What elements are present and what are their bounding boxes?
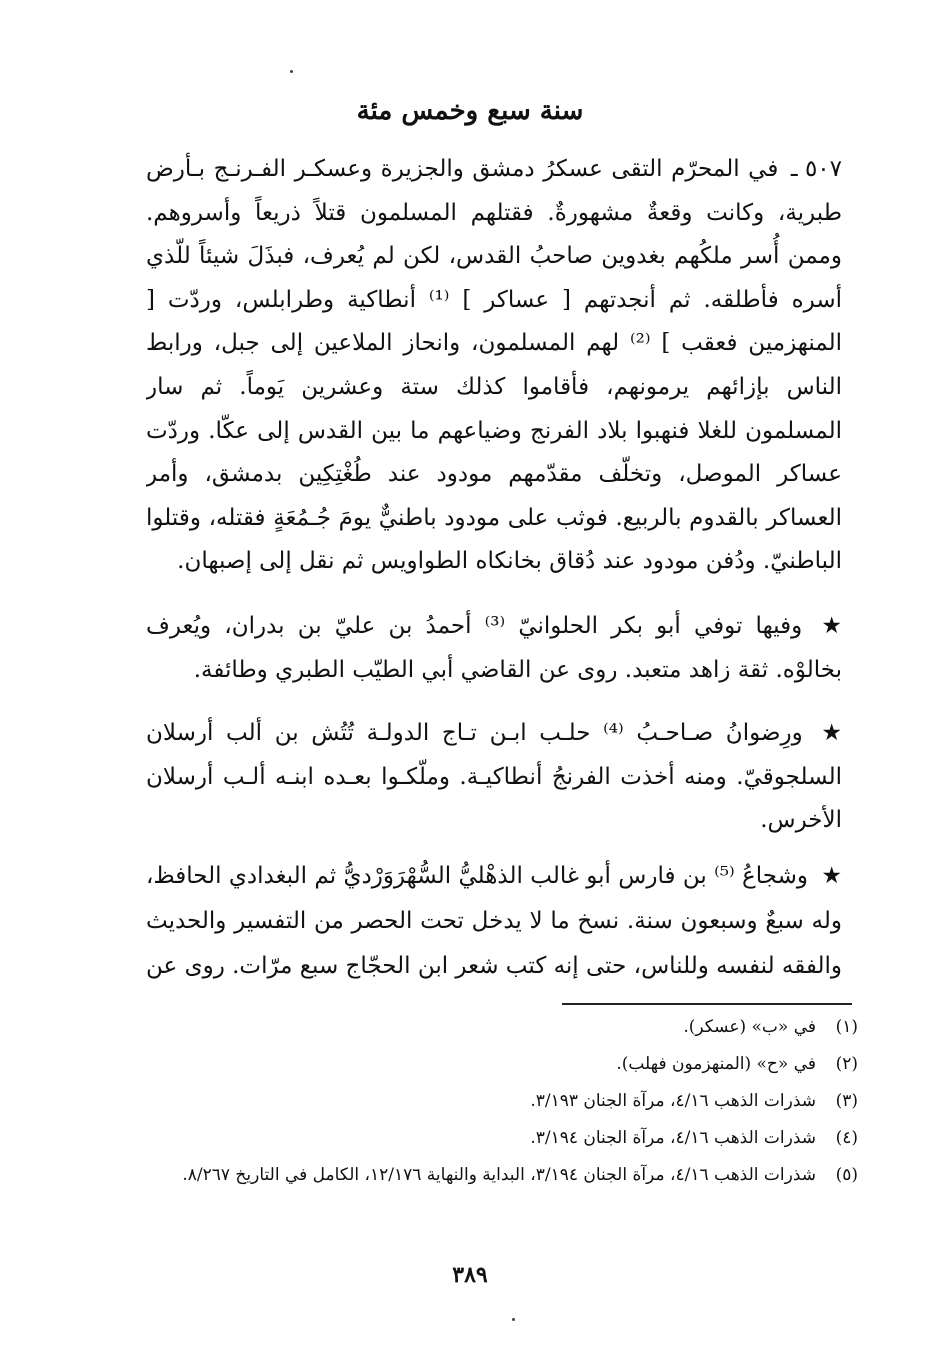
footnote-number: (٣) [835, 1091, 858, 1111]
entry-text: في المحرّم التقى عسكرُ دمشق والجزيرة وعسكـر الفـرنـج بـأرض طبرية، وكانت وقعةٌ مشهورةٌ. فقتلهم المسلمون قتلاً ذريعاً وأسروهم. وممن أُسر ملكُهم بغدوين صاحبُ القدس، لكن لم يُعرف، فبذَلَ شيئاً للّذي أسره فأطلقه. ثم أنجدتهم [ عساكر ] ⁽¹⁾ أنطاكية وطرابلس، وردّت [ المنهزمين فعقب ] ⁽²⁾ لهم المسلمون، وانحاز الملاعين إلى جبل، ورابط الناس بإزائهم يرمونهم، فأقاموا كذلك ستة وعشرين يَوماً. ثم سار المسلمون للغلا فنهبوا بلاد الفرنج وضياعهم ما بين القدس إلى عكّا. وردّت عساكر الموصل، وتخلّف مقدّمهم مودود عند طُغْتِكِين بدمشق، وأمر العساكر بالقدوم بالربيع. فوثب على مودود باطنيٌّ يومَ جُـمُعَةٍ فقتله، وقتلوا الباطنيّ. ودُفن مودود عند دُقاق بخانكاه الطواويس ثم نقل إلى إصبهان. [146, 156, 842, 575]
footnote-separator [562, 1003, 852, 1005]
footnote-item [160, 1160, 858, 1197]
footnote-item [160, 1123, 858, 1160]
footnote-number: (٥) [835, 1165, 858, 1185]
footnote-item [160, 1012, 858, 1049]
star-marker: ★ [821, 863, 842, 889]
footnote-text: شذرات الذهب ٤/١٦، مرآة الجنان ٣/١٩٤، البداية والنهاية ١٢/١٧٦، الكامل في التاريخ ٨/٢٦٧. [182, 1165, 816, 1185]
page-number: ٣٨٩ [452, 1262, 488, 1288]
entry-paragraph-shuja [146, 854, 842, 1002]
entry-text: وشجاعُ ⁽⁵⁾ بن فارس أبو غالب الذهْليُّ السُّهْرَوَرْديُّ ثم البغدادي الحافظ، وله سبعٌ وسبعون سنة. نسخ ما لا يدخل تحت الحصر من التفسير والحديث والفقه لنفسه وللناس، حتى إنه كتب شعر ابن الحجّاج سبع مرّات. روى عن [146, 863, 842, 979]
star-marker: ★ [821, 613, 842, 639]
star-marker: ★ [821, 720, 842, 746]
footnote-item [160, 1086, 858, 1123]
entry-paragraph-ridwan [146, 712, 842, 842]
footnote-text: شذرات الذهب ٤/١٦، مرآة الجنان ٣/١٩٣. [530, 1091, 816, 1111]
year-number: ٥٠٧ ـ [790, 156, 842, 182]
footnote-number: (١) [835, 1017, 858, 1037]
print-speck [512, 1318, 515, 1321]
entry-text: وفيها توفي أبو بكر الحلوانيّ ⁽³⁾ أحمدُ بن عليّ بن بدران، ويُعرف بخالوْه. ثقة زاهد متعبد. روى عن القاضي أبي الطيّب الطبري وطائفة. [146, 613, 842, 683]
footnotes [160, 1012, 858, 1197]
entry-paragraph-507 [146, 148, 842, 592]
page-title: سنة سبع وخمس مئة [356, 96, 584, 126]
entry-text: ورِضوانُ صـاحـبُ ⁽⁴⁾ حلـب ابـن تـاج الدولـة تُتُش بن ألب أرسلان السلجوقيّ. ومنه أخذت الفرنجُ أنطاكيـة. وملّكـوا بعـده ابنـه ألـب أرسلان الأخرس. [146, 720, 842, 834]
footnote-text: في «ح» (المنهزمون فهلب). [616, 1054, 816, 1074]
footnote-text: في «ب» (عسكر). [683, 1017, 816, 1037]
footnote-number: (٤) [835, 1128, 858, 1148]
footnote-text: شذرات الذهب ٤/١٦، مرآة الجنان ٣/١٩٤. [530, 1128, 816, 1148]
footnote-number: (٢) [835, 1054, 858, 1074]
footnote-item [160, 1049, 858, 1086]
print-speck [290, 70, 293, 73]
entry-paragraph-halwani [146, 605, 842, 693]
